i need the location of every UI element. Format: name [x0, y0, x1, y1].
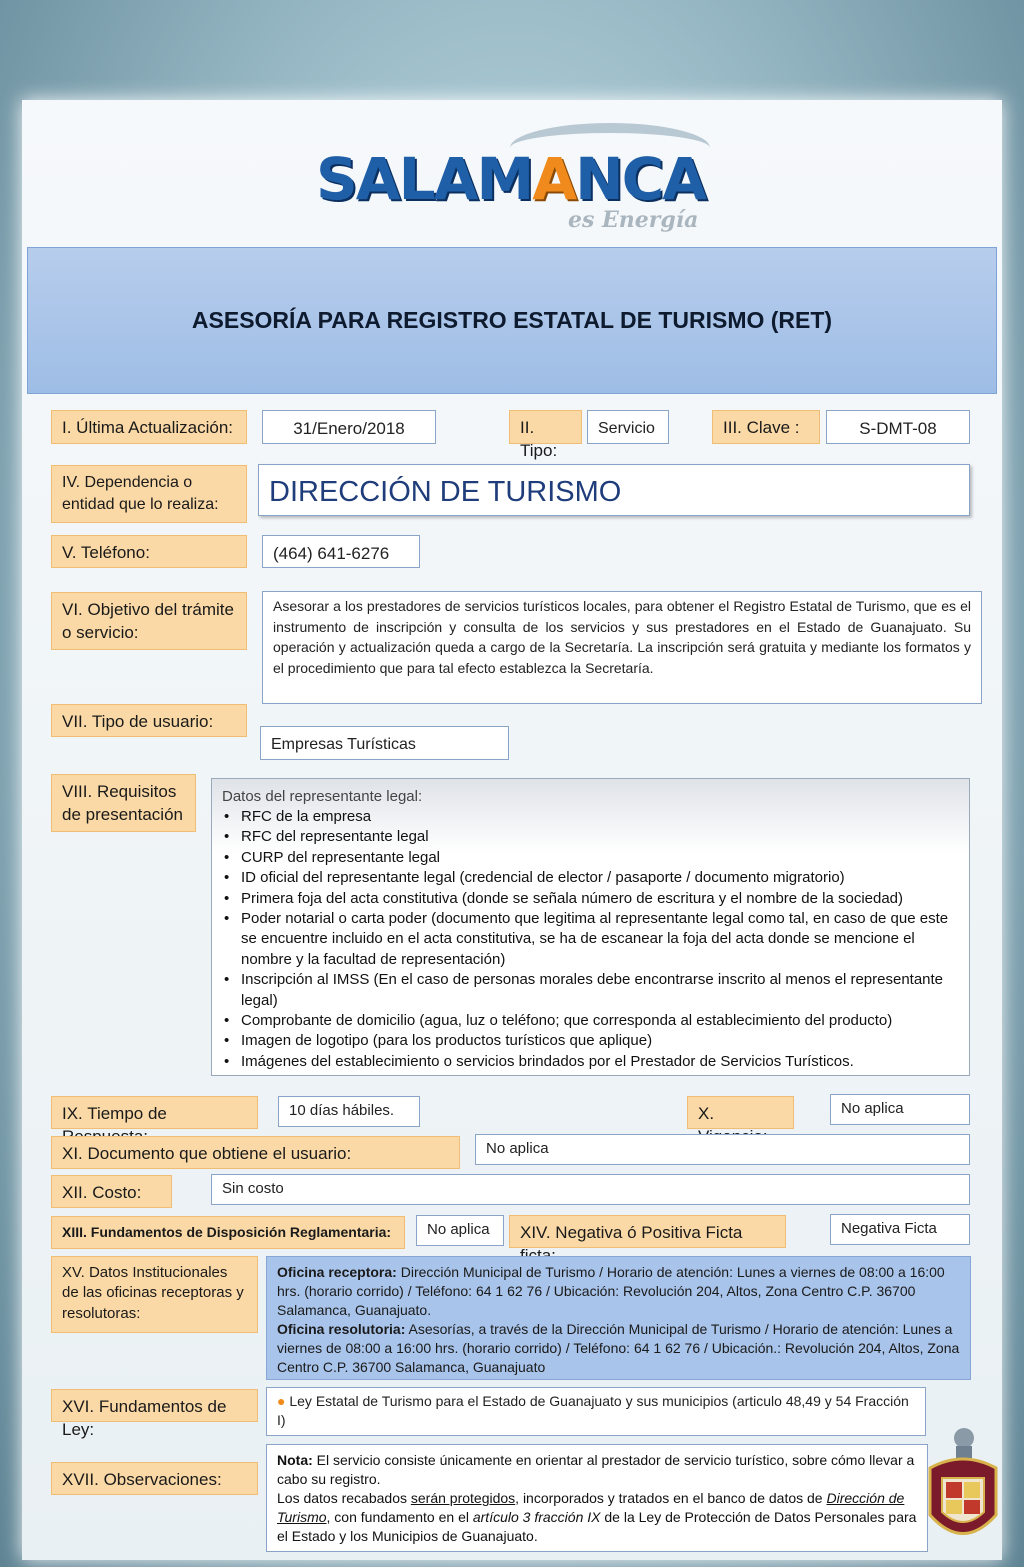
value-vigencia: No aplica	[830, 1094, 970, 1125]
value-documento: No aplica	[475, 1134, 970, 1165]
list-item: • Imagen de logotipo (para los productos turísticos que aplique)	[222, 1031, 959, 1051]
value-tipo: Servicio	[587, 410, 669, 444]
label-documento: XI. Documento que obtiene el usuario:	[51, 1136, 460, 1169]
label-observaciones: XVII. Observaciones:	[51, 1462, 258, 1495]
list-item: • ID oficial del representante legal (credencial de elector / pasaporte / documento migratorio)	[222, 868, 959, 888]
value-tipo-usuario: Empresas Turísticas	[260, 726, 509, 760]
observaciones-panel	[266, 1444, 928, 1552]
requisitos-panel	[211, 778, 970, 1076]
label-fundamentos-ley: XVI. Fundamentos de Ley:	[51, 1389, 258, 1422]
label-clave: III. Clave :	[712, 410, 820, 444]
oficina-receptora: Oficina receptora: Dirección Municipal de Turismo / Horario de atención: Lunes a viernes de 08:00 a 16:00 hrs. (horario corrido) / Teléfono: 64 1 62 76 / Ubicación: Revolución 204, Altos, Zona Centro C.P. 36700 Salamanca, Guanajuato.	[277, 1264, 945, 1318]
list-item: • Imágenes del establecimiento o servicios brindados por el Prestador de Servicios Turísticos.	[222, 1052, 959, 1072]
label-tipo: II. Tipo:	[509, 410, 582, 444]
datos-institucionales-panel	[266, 1256, 971, 1380]
nota: Nota: El servicio consiste únicamente en orientar al prestador de servicio turístico, sobre cómo llevar a cabo su registro.	[277, 1452, 915, 1487]
list-item: • RFC de la empresa	[222, 807, 959, 827]
requisitos-heading: Datos del representante legal:	[222, 788, 423, 805]
label-negativa: XIV. Negativa ó Positiva Ficta	[509, 1215, 786, 1248]
bullet-icon: ●	[277, 1393, 286, 1409]
logo-tagline: es Energía	[568, 207, 699, 233]
value-fundamentos-ley: ● Ley Estatal de Turismo para el Estado de Guanajuato y sus municipios (articulo 48,49 y 54 Fracción I)	[266, 1387, 926, 1436]
value-costo: Sin costo	[211, 1174, 970, 1205]
value-objetivo: Asesorar a los prestadores de servicios turísticos locales, para obtener el Registro Estatal de Turismo, que es el instrumento de inscripción y consulta de los servicios y sus prestadores en el Estado de Guanajuato. Su operación y actualización queda a cargo de la Secretaría. La inscripción será gratuita y mediante los formatos y el procedimiento que para tal efecto establezca la Secretaría.	[262, 591, 982, 704]
requisitos-list	[222, 807, 959, 1072]
list-item: • RFC del representante legal	[222, 827, 959, 847]
list-item: • Poder notarial o carta poder (documento que legitima al representante legal como tal, en caso de que este se encuentre incluido en el acta constitutiva, se ha de escanear la foja del acta donde se mencione el nombre y la facultad de representación)	[222, 909, 959, 970]
value-dependencia: DIRECCIÓN DE TURISMO	[258, 464, 970, 516]
label-datos-institucionales: XV. Datos Institucionales de las oficinas receptoras y resolutoras:	[51, 1256, 258, 1333]
list-item: • Primera foja del acta constitutiva (donde se señala número de escritura y el nombre de la sociedad)	[222, 889, 959, 909]
value-tiempo-respuesta: 10 días hábiles.	[278, 1096, 420, 1127]
coat-of-arms-icon	[924, 1420, 1002, 1560]
label-costo: XII. Costo:	[51, 1175, 172, 1208]
label-ultima-actualizacion: I. Última Actualización:	[51, 410, 247, 444]
proteccion-datos: Los datos recabados serán protegidos, incorporados y tratados en el banco de datos de Dirección de Turismo, con fundamento en el artículo 3 fracción IX de la Ley de Protección de Datos Personales para el Estado y los Municipios de Guanajuato.	[277, 1490, 917, 1544]
label-requisitos: VIII. Requisitos de presentación	[51, 774, 196, 832]
value-clave: S-DMT-08	[826, 410, 970, 444]
value-telefono: (464) 641-6276	[262, 535, 420, 568]
label-vigencia: X.	[687, 1096, 794, 1129]
oficina-resolutoria: Oficina resolutoria: Asesorías, a través de la Dirección Municipal de Turismo / Horario de atención: Lunes a viernes de 08:00 a 16:00 hrs. (horario corrido) / Teléfono: 64 1 62 76 / Ubicación.: Revolución 204, Altos, Zona Centro C.P. 36700 Salamanca, Guanajuato	[277, 1321, 960, 1375]
label-objetivo: VI. Objetivo del trámite o servicio:	[51, 592, 247, 650]
page-title: ASESORÍA PARA REGISTRO ESTATAL DE TURISMO (RET)	[191, 307, 833, 333]
value-fundamentos-disposicion: No aplica	[416, 1215, 504, 1246]
value-ultima-actualizacion: 31/Enero/2018	[262, 410, 436, 444]
list-item: • Comprobante de domicilio (agua, luz o teléfono; que corresponda al establecimiento del producto)	[222, 1011, 959, 1031]
label-tiempo-respuesta: IX. Tiempo de	[51, 1096, 258, 1129]
list-item: • Inscripción al IMSS (En el caso de personas morales debe encontrarse inscrito al menos el representante legal)	[222, 970, 959, 1011]
logo-wordmark: SALAMANCA	[316, 145, 706, 213]
list-item: • CURP del representante legal	[222, 848, 959, 868]
title-banner	[27, 247, 997, 394]
label-dependencia: IV. Dependencia o entidad que lo realiza:	[51, 465, 247, 523]
label-telefono: V. Teléfono:	[51, 535, 247, 568]
value-negativa: Negativa Ficta	[830, 1214, 970, 1245]
label-tipo-usuario: VII. Tipo de usuario:	[51, 704, 247, 737]
label-fundamentos-disposicion: XIII. Fundamentos de Disposición Reglamentaria:	[51, 1216, 405, 1249]
salamanca-logo	[300, 115, 720, 245]
